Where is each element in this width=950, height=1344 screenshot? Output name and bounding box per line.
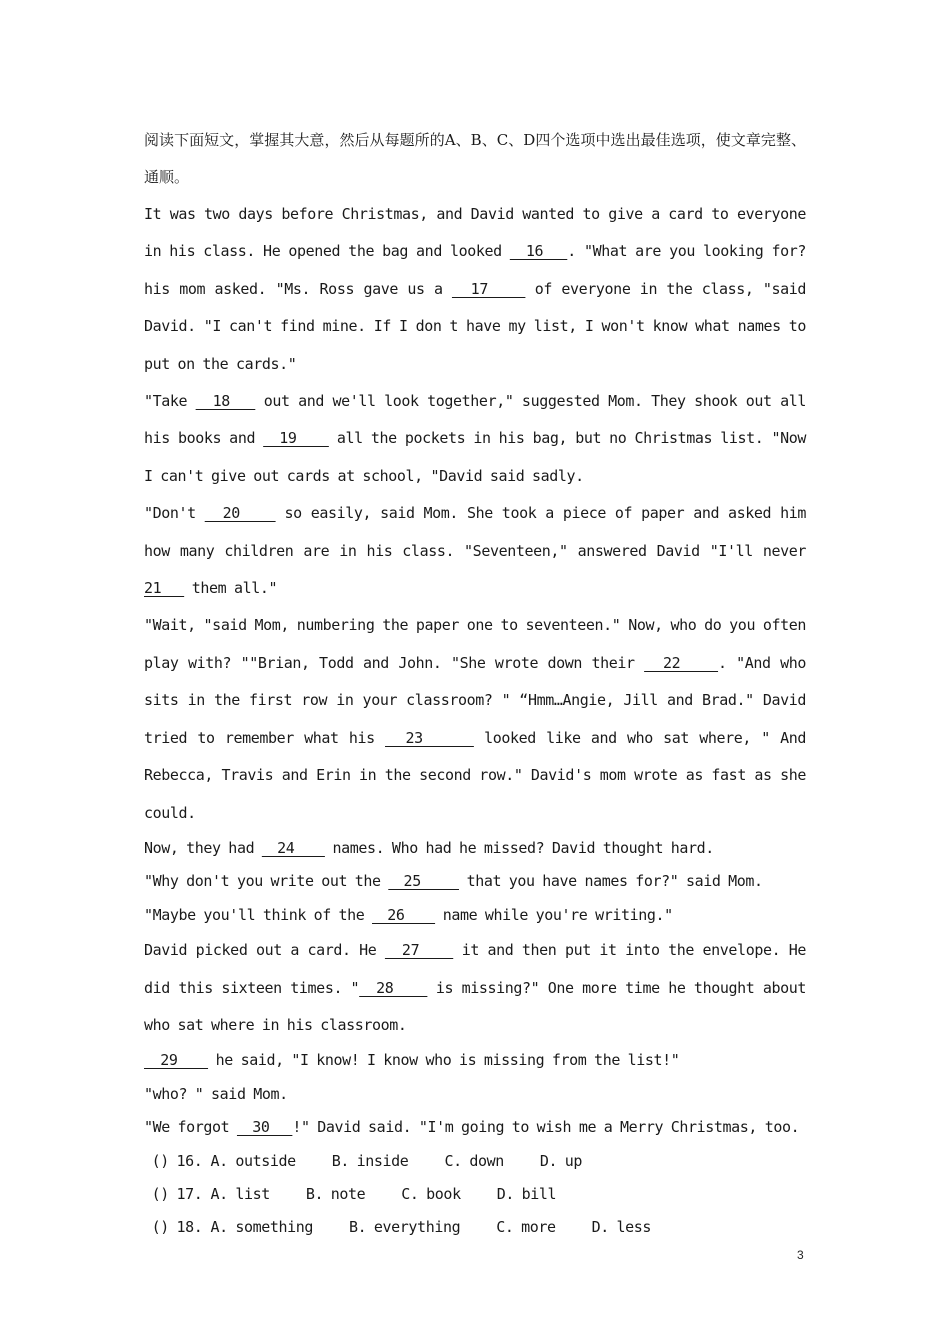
passage-text: . "And who sits in the first row in your classroom? " “Hmm…Angie, Jill and Brad." David tried to remember what his	[144, 653, 806, 747]
answer-blank: 19	[263, 429, 329, 448]
answer-blank: 16	[509, 242, 568, 261]
question-number: 18.	[168, 1218, 203, 1237]
answer-blank: 28	[359, 978, 428, 997]
passage-text: looked like and who sat where, " And Rebecca, Travis and Erin in the second row." David's mom wrote as fast as she could.	[144, 728, 806, 822]
passage-paragraph	[144, 1078, 806, 1111]
passage-text: "We forgot	[144, 1118, 237, 1137]
passage-text: so easily, said Mom. She took a piece of paper and asked him how many children are in his class. "Seventeen," answered David "I'll never	[144, 504, 807, 560]
passage-text: "Take	[144, 392, 196, 411]
answer-blank: 18	[195, 392, 256, 411]
question-option-row	[144, 1145, 806, 1178]
passage	[144, 196, 806, 1145]
answer-blank: 20	[204, 504, 276, 523]
passage-text: It was two days before Christmas, and David wanted to give a card to everyone in his class. He opened the bag and looked	[144, 205, 806, 261]
passage-paragraph	[144, 1111, 806, 1144]
passage-text: "Maybe you'll think of the	[144, 905, 373, 924]
answer-blank: 24	[261, 838, 325, 857]
question-option-row	[144, 1178, 806, 1211]
instruction-text: 阅读下面短文，掌握其大意，然后从每题所的A、B、C、D四个选项中选出最佳选项，使文章完整、通顺。	[144, 131, 806, 186]
answer-bracket: ()	[144, 1184, 169, 1203]
choice-option: B. note	[305, 1184, 366, 1203]
choice-option: B. everything	[349, 1218, 461, 1237]
passage-text: he said, "I know! I know who is missing from the list!"	[208, 1051, 680, 1070]
passage-text: "Wait, "said Mom, numbering the paper one to seventeen." Now, who do you often play with? ""Brian, Todd and John. "She wrote down their	[144, 616, 806, 672]
passage-text: "who? " said Mom.	[144, 1084, 288, 1103]
passage-text: Now, they had	[144, 838, 262, 857]
answer-blank: 29	[144, 1051, 209, 1070]
passage-text: David picked out a card. He	[144, 941, 385, 960]
passage-text: "Don't	[144, 504, 205, 523]
passage-text: names. Who had he missed? David thought hard.	[324, 838, 714, 857]
passage-text: . "What are you looking for? his mom asked. "Ms. Ross gave us a	[144, 242, 806, 298]
answer-blank: 21	[144, 579, 185, 598]
passage-paragraph	[144, 495, 806, 607]
options-list	[144, 1145, 806, 1245]
choice-option: B. inside	[331, 1151, 409, 1170]
passage-paragraph	[144, 899, 806, 932]
passage-paragraph	[144, 932, 806, 1044]
passage-text: !" David said. "I'm going to wish me a Merry Christmas, too.	[292, 1118, 800, 1137]
question-number: 16.	[168, 1151, 203, 1170]
answer-blank: 25	[388, 872, 459, 891]
choice-option: C. book	[401, 1184, 461, 1203]
passage-paragraph	[144, 196, 806, 383]
choice-option: D. bill	[496, 1184, 557, 1203]
answer-blank: 23	[385, 728, 474, 747]
question-option-row	[144, 1211, 806, 1244]
passage-text: that you have names for?" said Mom.	[458, 872, 763, 891]
passage-paragraph	[144, 1044, 806, 1077]
choice-option: C. more	[496, 1218, 556, 1237]
passage-paragraph	[144, 832, 806, 865]
passage-paragraph	[144, 383, 806, 495]
page-number: 3	[797, 1248, 804, 1262]
choice-option: D. less	[591, 1218, 652, 1237]
passage-text: name while you're writing."	[435, 905, 673, 924]
answer-blank: 30	[236, 1118, 293, 1137]
answer-bracket: ()	[144, 1218, 169, 1237]
choice-option: A. something	[210, 1218, 314, 1237]
passage-text: them all."	[184, 579, 278, 598]
passage-text: is missing?" One more time he thought about who sat where in his classroom.	[144, 978, 806, 1034]
choice-option: C. down	[444, 1151, 504, 1170]
passage-text: "Why don't you write out the	[144, 872, 389, 891]
passage-text: all the pockets in his bag, but no Christmas list. "Now I can't give out cards at school, "David said sadly.	[144, 429, 806, 485]
passage-text: out and we'll look together," suggested Mom. They shook out all his books and	[144, 392, 806, 448]
passage-paragraph	[144, 607, 806, 831]
choice-option: A. outside	[210, 1151, 296, 1170]
answer-blank: 22	[644, 653, 719, 672]
passage-paragraph	[144, 865, 806, 898]
choice-option: A. list	[210, 1184, 270, 1203]
choice-option: D. up	[539, 1151, 583, 1170]
question-number: 17.	[168, 1184, 203, 1203]
answer-blank: 27	[384, 941, 454, 960]
answer-blank: 17	[451, 279, 526, 298]
answer-blank: 26	[372, 905, 436, 924]
passage-text: it and then put it into the envelope. He did this sixteen times. "	[144, 941, 806, 997]
answer-bracket: ()	[144, 1151, 169, 1170]
passage-text: of everyone in the class, "said David. "I can't find mine. If I don t have my list, I won't know what names to put on the cards."	[144, 279, 806, 373]
document-page	[144, 122, 806, 1245]
